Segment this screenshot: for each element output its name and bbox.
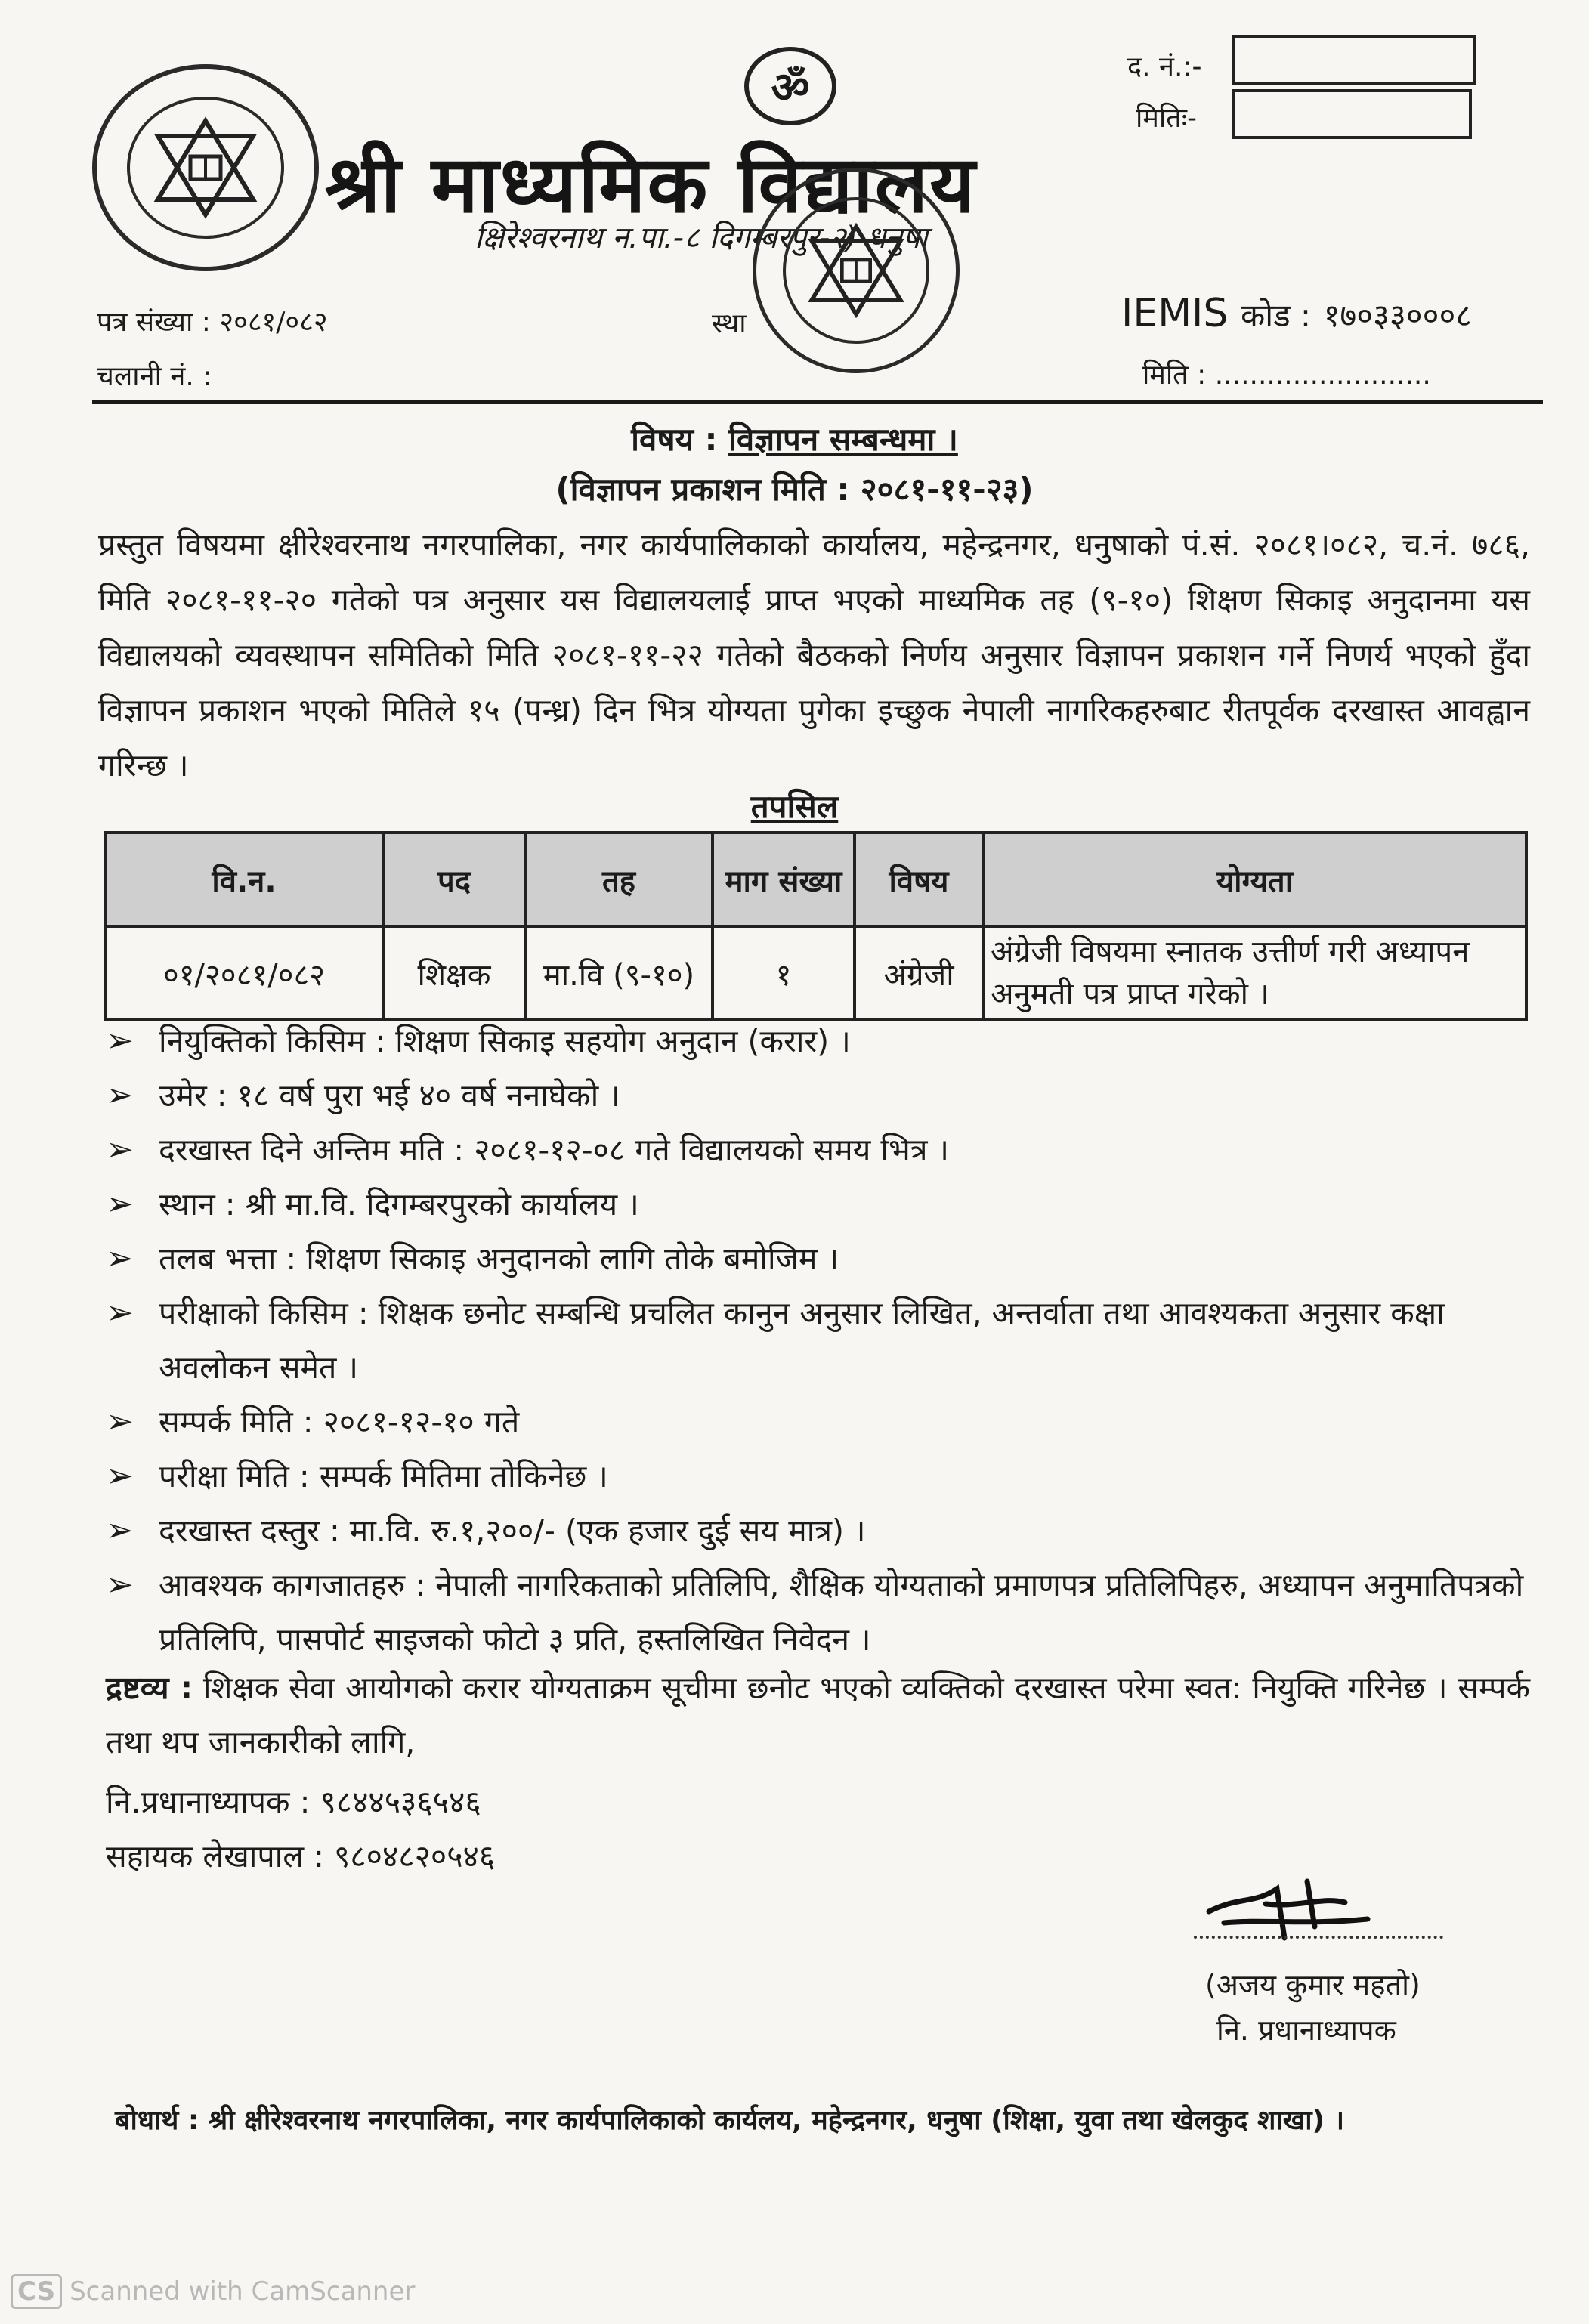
iemis-code-label: कोड : (1240, 297, 1312, 334)
contact-number: ९८०४८२०५४६ (333, 1838, 496, 1874)
subject-label: विषय : (631, 421, 718, 458)
official-stamp (753, 168, 960, 373)
dartaa-label: द. नं.:- (1127, 51, 1202, 82)
watermark-text: Scanned with CamScanner (70, 2276, 416, 2307)
subject-line (0, 417, 1589, 460)
chalani-label: चलानी नं. : (97, 361, 212, 392)
list-item: ➢ तलब भत्ता : शिक्षण सिकाइ अनुदानको लागि तोके बमोजिम । (106, 1232, 1534, 1286)
iemis-label: IEMIS (1121, 291, 1229, 336)
notice-paragraph: प्रस्तुत विषयमा क्षीरेश्वरनाथ नगरपालिका, नगर कार्यपालिकाको कार्यालय, महेन्द्रनगर, धनुषाको पं.सं. २०८१।०८२, च.नं. ७८६, मिति २०८१-११-२० गतेको पत्र अनुसार यस विद्यालयलाई प्राप्त भएको माध्यमिक तह (९-१०) शिक्षण सिकाइ अनुदानमा यस विद्यालयको व्यवस्थापन समितिको मिति २०८१-११-२२ गतेको बैठकको निर्णय अनुसार विज्ञापन प्रकाशन गर्ने निणर्य भएको हुँदा विज्ञापन प्रकाशन भएको मितिले १५ (पन्ध्र) दिन भित्र योग्यता पुगेका इच्छुक नेपाली नागरिकहरुबाट रीतपूर्वक दरखास्त आवह्वान गरिन्छ । (98, 527, 1530, 783)
miti-box (1232, 89, 1472, 139)
table-header-row (105, 833, 1526, 926)
list-item: ➢ दरखास्त दिने अन्तिम मति : २०८१-१२-०८ गते विद्यालयको समय भित्र । (106, 1123, 1534, 1177)
arrow-bullet-icon: ➢ (106, 1457, 134, 1495)
list-item: ➢ उमेर : १८ वर्ष पुरा भई ४० वर्ष ननाघेको । (106, 1068, 1534, 1123)
cell-demand: १ (713, 926, 855, 1020)
contact-headmaster (106, 1780, 481, 1822)
publish-date: (विज्ञापन प्रकाशन मिति : २०८१-११-२३) (555, 471, 1034, 508)
list-item: ➢ परीक्षा मिति : सम्पर्क मितिमा तोकिनेछ । (106, 1449, 1534, 1503)
cell-number: ०१/२०८१/०८२ (105, 926, 383, 1020)
star-book-emblem-icon (149, 115, 262, 221)
signature-line (1194, 1936, 1443, 1939)
patra-sankhya-value: २०८१/०८२ (219, 307, 328, 338)
condition-list (106, 1014, 1534, 1667)
signer-name: (अजय कुमार महतो) (1205, 1968, 1421, 2001)
arrow-bullet-icon: ➢ (106, 1565, 134, 1604)
patra-sankhya-label: पत्र संख्या : (97, 307, 211, 338)
list-item: ➢ नियुक्तिको किसिम : शिक्षण सिकाइ सहयोग अनुदान (करार) । (106, 1014, 1534, 1068)
arrow-bullet-icon: ➢ (106, 1293, 134, 1332)
col-header-number: वि.न. (105, 833, 383, 926)
cell-level: मा.वि (९-१०) (525, 926, 713, 1020)
om-symbol: ॐ (744, 47, 836, 125)
list-item: ➢ दरखास्त दस्तुर : मा.वि. रु.१,२००/- (एक हजार दुई सय मात्र) । (106, 1503, 1534, 1558)
arrow-bullet-icon: ➢ (106, 1130, 134, 1169)
table-row (105, 926, 1526, 1020)
header-divider (92, 400, 1543, 404)
dartaa-box (1232, 35, 1476, 85)
patra-sankhya (97, 302, 328, 339)
list-item: ➢ सम्पर्क मिति : २०८१-१२-१० गते (106, 1395, 1534, 1449)
note-text: शिक्षक सेवा आयोगको करार योग्यताक्रम सूचीमा छनोट भएको व्यक्तिको दरखास्त परेमा स्वत: नियुक्ति गरिनेछ । सम्पर्क तथा थप जानकारीको लागि, (106, 1670, 1531, 1760)
note-paragraph (106, 1661, 1530, 1769)
list-item: ➢ आवश्यक कागजातहरु : नेपाली नागरिकताको प्रतिलिपि, शैक्षिक योग्यताको प्रमाणपत्र प्रतिलिपिहरु, अध्यापन अनुमातिपत्रको प्रतिलिपि, पासपोर्ट साइजको फोटो ३ प्रति, हस्तलिखित निवेदन । (106, 1558, 1534, 1667)
chalani-number (97, 357, 212, 394)
school-address: क्षिरेश्वरनाथ न.पा.-८ दिगम्बरपुर-२) धनुषा (475, 221, 928, 255)
vacancy-table (104, 831, 1528, 1021)
cell-post: शिक्षक (383, 926, 525, 1020)
col-header-demand: माग संख्या (713, 833, 855, 926)
col-header-level: तह (525, 833, 713, 926)
contact-label: सहायक लेखापाल : (106, 1838, 324, 1874)
miti-label: मितिः- (1136, 103, 1197, 134)
arrow-bullet-icon: ➢ (106, 1511, 134, 1550)
contact-number: ९८४४५३६५४६ (320, 1784, 481, 1820)
letter-date (1142, 355, 1431, 392)
cell-qualification: अंग्रेजी विषयमा स्नातक उत्तीर्ण गरी अध्यापन अनुमती पत्र प्राप्त गरेको । (983, 926, 1526, 1020)
arrow-bullet-icon: ➢ (106, 1185, 134, 1223)
list-item: ➢ परीक्षाको किसिम : शिक्षक छनोट सम्बन्धि प्रचलित कानुन अनुसार लिखित, अन्तर्वाता तथा आवश्यकता अनुसार कक्षा अवलोकन समेत । (106, 1286, 1534, 1395)
arrow-bullet-icon: ➢ (106, 1021, 134, 1060)
letter-date-label: मिति : (1142, 360, 1207, 391)
star-book-stamp-icon (803, 218, 909, 323)
school-name: श्री माध्यमिक विद्यालय (325, 138, 977, 230)
arrow-bullet-icon: ➢ (106, 1402, 134, 1441)
cell-subject: अंग्रेजी (855, 926, 983, 1020)
col-header-subject: विषय (855, 833, 983, 926)
contact-accountant (106, 1834, 495, 1877)
contact-label: नि.प्रधानाध्यापक : (106, 1784, 311, 1820)
arrow-bullet-icon: ➢ (106, 1076, 134, 1114)
iemis-code (1121, 291, 1472, 336)
signer-title: नि. प्रधानाध्यापक (1216, 2013, 1396, 2047)
note-label: द्रष्टव्य : (106, 1670, 193, 1706)
school-emblem-seal (92, 64, 319, 271)
camscanner-logo-icon: CS (11, 2274, 62, 2309)
subject-text: विज्ञापन सम्बन्धमा । (728, 421, 958, 458)
col-header-qualification: योग्यता (983, 833, 1526, 926)
col-header-post: पद (383, 833, 525, 926)
cc-line: बोधार्थ : श्री क्षीरेश्वरनाथ नगरपालिका, नगर कार्यपालिकाको कार्यलय, महेन्द्रनगर, धनुषा (शिक्षा, युवा तथा खेलकुद शाखा) । (115, 2105, 1345, 2136)
letter-date-value: ......................... (1214, 360, 1431, 391)
arrow-bullet-icon: ➢ (106, 1239, 134, 1278)
tapsil-heading: तपसिल (750, 788, 839, 825)
sthapana-label: स्था (712, 308, 747, 339)
list-item: ➢ स्थान : श्री मा.वि. दिगम्बरपुरको कार्यालय । (106, 1177, 1534, 1232)
camscanner-watermark (11, 2274, 415, 2309)
iemis-code-value: १७०३३०००८ (1323, 297, 1473, 334)
